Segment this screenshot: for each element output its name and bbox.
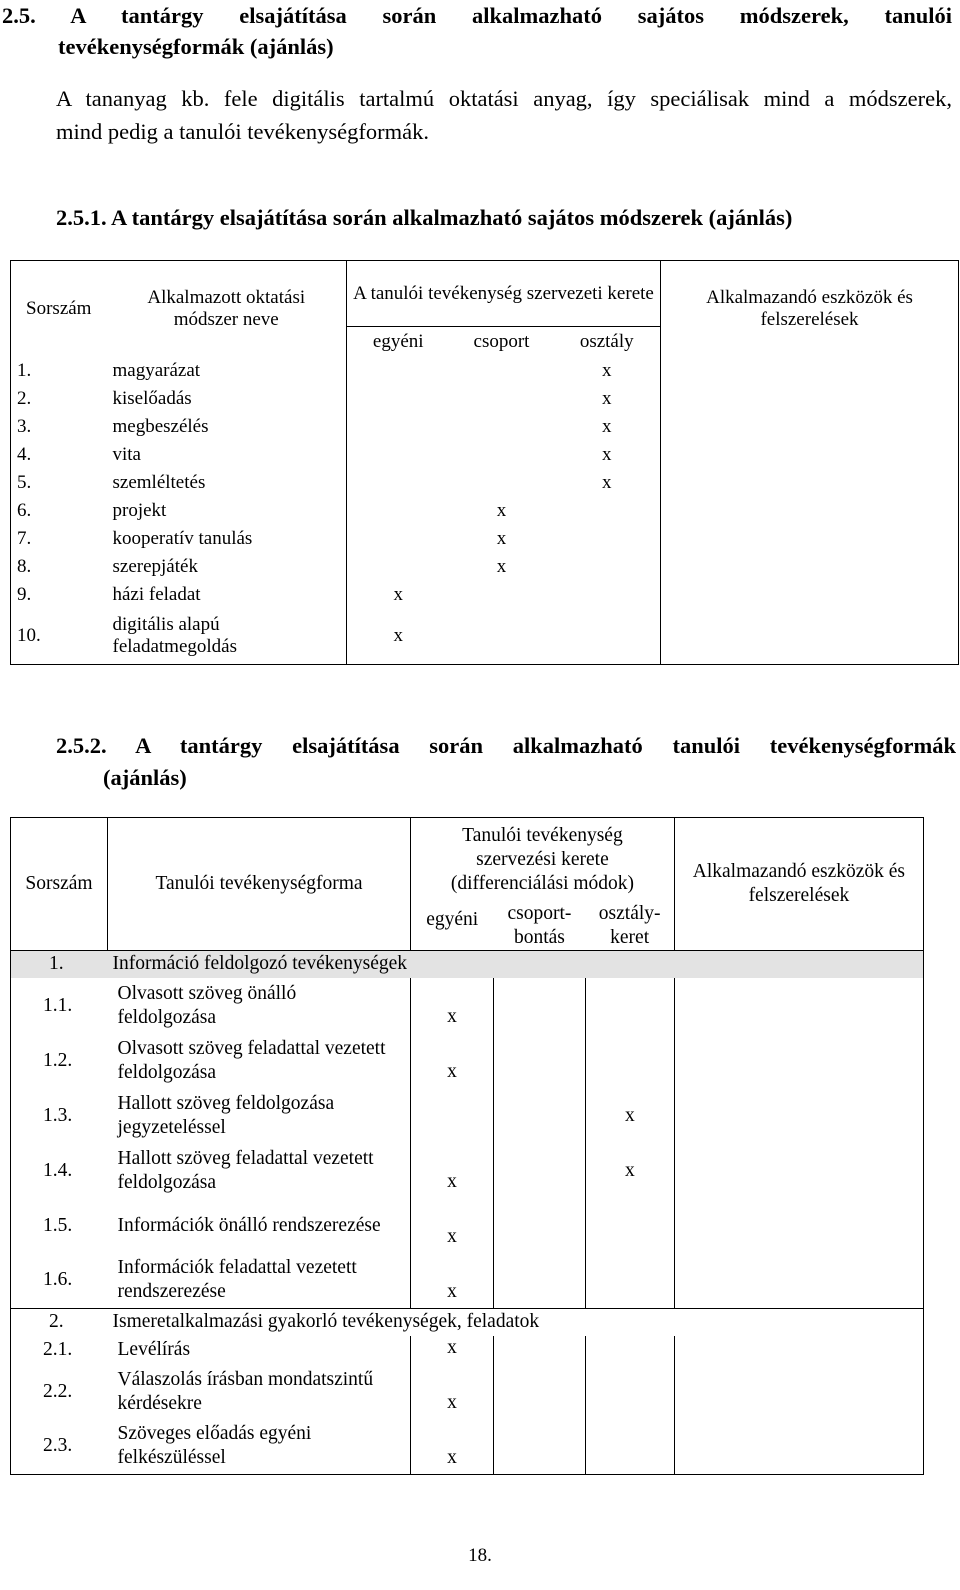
- t1-row-tools: [661, 525, 959, 553]
- t2-row-tools: [674, 1088, 923, 1143]
- t1-row-number: 4.: [11, 441, 107, 469]
- t2-row-csoport: [494, 1033, 586, 1088]
- t1-header-framework: A tanulói tevékenység szervezeti kerete: [347, 261, 661, 327]
- t1-header-csoport: csoport: [473, 330, 530, 352]
- t2-group-number: 1.: [11, 950, 108, 978]
- t2-row-number: 1.2.: [11, 1033, 108, 1088]
- t1-row-csoport: x: [496, 555, 507, 577]
- t2-row-number: 2.2.: [11, 1364, 108, 1419]
- t1-row-csoport: x: [496, 527, 507, 549]
- t1-row-csoport: [450, 441, 554, 469]
- t1-row-tools: [661, 385, 959, 413]
- t1-row-number: 9.: [11, 581, 107, 609]
- table-row: [11, 357, 959, 385]
- t1-row-tools: [661, 469, 959, 497]
- t1-row-egyeni: [347, 441, 450, 469]
- table-row: [11, 553, 959, 581]
- t1-row-osztaly: [554, 609, 661, 665]
- t2-row-tools: [674, 1336, 923, 1364]
- t2-row-form: Olvasott szöveg feladattal vezetett feldolgozása: [117, 1037, 386, 1083]
- t2-row-tools: [674, 1364, 923, 1419]
- table-row: [11, 1033, 924, 1088]
- t2-row-osztaly: [585, 1033, 674, 1088]
- t2-row-form: Szöveges előadás egyéni felkészüléssel: [108, 1419, 411, 1474]
- t2-row-csoport: [494, 1364, 586, 1419]
- t1-header-sorszam: Sorszám: [11, 261, 107, 357]
- table-row: [11, 978, 924, 1033]
- t1-row-egyeni: [347, 469, 450, 497]
- group-row: [11, 1308, 924, 1336]
- t2-group-tools: [674, 1308, 923, 1336]
- t1-row-number: 6.: [11, 497, 107, 525]
- t2-row-tools: [674, 1143, 923, 1198]
- intro-paragraph: [56, 82, 952, 148]
- t2-row-osztaly: [585, 1336, 674, 1364]
- t1-header-method: Alkalmazott oktatási módszer neve: [107, 261, 347, 357]
- t1-row-method: kiselőadás: [112, 387, 192, 409]
- t1-row-egyeni: [347, 553, 450, 581]
- t2-row-form: Információk önálló rendszerezése: [117, 1214, 381, 1236]
- t1-row-tools: [661, 609, 959, 665]
- t2-row-tools: [674, 1198, 923, 1253]
- activity-forms-table: [10, 817, 924, 1475]
- t1-row-number: 7.: [11, 525, 107, 553]
- section-title-line1: A tantárgy elsajátítása során alkalmazható sajátos módszerek, tanulói: [70, 3, 952, 28]
- t2-row-number: 2.3.: [11, 1419, 108, 1474]
- t1-row-csoport: [450, 581, 554, 609]
- t2-row-osztaly: [585, 1198, 674, 1253]
- t1-row-number: 8.: [11, 553, 107, 581]
- table-row: [11, 1419, 924, 1474]
- t1-header-tools: Alkalmazandó eszközök és felszerelések: [661, 261, 959, 357]
- table-row: [11, 581, 959, 609]
- t2-row-osztaly: [585, 978, 674, 1033]
- t1-row-tools: [661, 441, 959, 469]
- t2-row-egyeni: x: [411, 1253, 494, 1308]
- t2-row-form: Levélírás: [117, 1339, 191, 1360]
- t2-row-csoport: [494, 1088, 586, 1143]
- table-row: [11, 1336, 924, 1364]
- section-number: 2.5.: [2, 3, 36, 28]
- t2-row-form: Hallott szöveg feladattal vezetett feldolgozása: [117, 1147, 374, 1193]
- t2-row-csoport: [494, 1419, 586, 1474]
- t2-row-form: Hallott szöveg feldolgozása jegyzeteléssel: [117, 1092, 335, 1138]
- t1-header-osztaly: osztály: [554, 327, 661, 357]
- t1-row-tools: [661, 357, 959, 385]
- methods-table: [10, 260, 959, 665]
- t1-row-egyeni: [347, 525, 450, 553]
- t2-header-csoport: csoport-bontás: [507, 902, 572, 948]
- t2-row-egyeni: x: [411, 1419, 494, 1474]
- t2-header-form: Tanulói tevékenységforma: [108, 818, 411, 951]
- t1-row-method: digitális alapú feladatmegoldás: [107, 609, 347, 665]
- subsection1-title: 2.5.1. A tantárgy elsajátítása során alkalmazható sajátos módszerek (ajánlás): [56, 205, 793, 230]
- t1-row-osztaly: x: [554, 441, 661, 469]
- t1-row-method: kooperatív tanulás: [112, 527, 253, 549]
- t2-row-egyeni: x: [411, 978, 494, 1033]
- table-row: [11, 497, 959, 525]
- table-row: [11, 1198, 924, 1253]
- t2-row-form: Válaszolás írásban mondatszintű kérdésekre: [117, 1368, 374, 1414]
- t2-row-egyeni: x: [411, 1336, 494, 1364]
- subsection2-line1: 2.5.2. A tantárgy elsajátítása során alkalmazható tanulói tevékenységformák: [56, 733, 956, 758]
- t2-row-number: 2.1.: [11, 1336, 108, 1364]
- t2-row-osztaly: [585, 1364, 674, 1419]
- t2-row-osztaly: [585, 1419, 674, 1474]
- t2-header-egyeni: egyéni: [426, 908, 479, 930]
- table-row: [11, 1088, 924, 1143]
- section-heading-line1: [2, 0, 952, 31]
- t2-row-osztaly: [585, 1253, 674, 1308]
- t1-row-osztaly: x: [554, 413, 661, 441]
- t2-row-osztaly: x: [585, 1143, 674, 1198]
- table-row: [11, 609, 959, 665]
- table-row: [11, 1364, 924, 1419]
- t2-row-number: 1.1.: [11, 978, 108, 1033]
- t1-row-method: vita: [112, 443, 141, 465]
- table-row: [11, 525, 959, 553]
- group-row: [11, 950, 924, 978]
- t1-row-csoport: [450, 413, 554, 441]
- t2-row-number: 1.5.: [11, 1198, 108, 1253]
- t2-row-tools: [674, 978, 923, 1033]
- table-row: [11, 469, 959, 497]
- intro-line1: A tananyag kb. fele digitális tartalmú oktatási anyag, így speciálisak mind a módszerek,: [56, 86, 952, 111]
- t2-row-csoport: [494, 1336, 586, 1364]
- t2-row-egyeni: x: [411, 1198, 494, 1253]
- t2-row-egyeni: x: [411, 1033, 494, 1088]
- t1-row-method: magyarázat: [112, 359, 201, 381]
- page-number: 18.: [468, 1545, 492, 1566]
- t2-row-csoport: [494, 1253, 586, 1308]
- t2-header-osztaly: osztály-keret: [585, 902, 674, 951]
- t1-row-egyeni: [347, 385, 450, 413]
- t1-row-number: 2.: [11, 385, 107, 413]
- t1-row-osztaly: [554, 581, 661, 609]
- intro-line2: mind pedig a tanulói tevékenységformák.: [56, 119, 430, 144]
- t2-header-org: Tanulói tevékenység szervezési kerete (differenciálási módok): [411, 818, 675, 902]
- t1-row-egyeni: [347, 497, 450, 525]
- subsection2-line2: (ajánlás): [103, 765, 187, 790]
- table-row: [11, 441, 959, 469]
- t1-row-csoport: [450, 469, 554, 497]
- t1-row-method: házi feladat: [112, 583, 201, 605]
- t2-row-egyeni: x: [411, 1364, 494, 1419]
- table-row: [11, 385, 959, 413]
- t1-row-method: projekt: [112, 499, 167, 521]
- t1-row-number: 3.: [11, 413, 107, 441]
- t1-row-egyeni: [347, 413, 450, 441]
- t1-row-osztaly: [554, 553, 661, 581]
- t2-group-name: Információ feldolgozó tevékenységek: [108, 950, 675, 978]
- t2-row-csoport: [494, 1143, 586, 1198]
- t1-row-osztaly: [554, 497, 661, 525]
- t1-row-method: szemléltetés: [112, 471, 206, 493]
- t1-row-osztaly: x: [554, 357, 661, 385]
- t1-row-egyeni: x: [347, 609, 450, 665]
- t1-row-number: 10.: [11, 609, 107, 665]
- t1-row-tools: [661, 553, 959, 581]
- t2-row-egyeni: [411, 1088, 494, 1143]
- t2-row-osztaly: x: [585, 1088, 674, 1143]
- t1-row-tools: [661, 497, 959, 525]
- t1-row-egyeni: [347, 357, 450, 385]
- t1-row-osztaly: x: [554, 469, 661, 497]
- section-title-line2: tevékenységformák (ajánlás): [58, 34, 334, 59]
- t2-group-number: 2.: [11, 1308, 108, 1336]
- t2-row-csoport: [494, 1198, 586, 1253]
- t1-row-tools: [661, 413, 959, 441]
- t1-row-egyeni: x: [347, 581, 450, 609]
- table-row: [11, 413, 959, 441]
- t2-row-form: Olvasott szöveg önálló feldolgozása: [117, 982, 297, 1028]
- t1-header-egyeni: egyéni: [347, 327, 450, 357]
- t2-row-tools: [674, 1253, 923, 1308]
- t1-row-csoport: x: [496, 499, 507, 521]
- t2-row-form: Információk feladattal vezetett rendszerezése: [117, 1257, 357, 1303]
- subsection2-title: [56, 730, 956, 794]
- t1-row-csoport: [450, 385, 554, 413]
- t1-row-csoport: [450, 357, 554, 385]
- t1-row-csoport: [450, 609, 554, 665]
- t2-row-tools: [674, 1419, 923, 1474]
- t2-header-sorszam: Sorszám: [11, 818, 108, 951]
- t1-row-method: megbeszélés: [112, 415, 209, 437]
- t2-group-name: Ismeretalkalmazási gyakorló tevékenységek, feladatok: [108, 1308, 675, 1336]
- t1-row-osztaly: x: [554, 385, 661, 413]
- t2-row-number: 1.4.: [11, 1143, 108, 1198]
- t2-row-number: 1.6.: [11, 1253, 108, 1308]
- t1-row-number: 5.: [11, 469, 107, 497]
- t2-row-egyeni: x: [411, 1143, 494, 1198]
- t2-header-tools: Alkalmazandó eszközök és felszerelések: [674, 818, 923, 951]
- t1-row-tools: [661, 581, 959, 609]
- section-heading: [2, 0, 952, 62]
- t2-row-number: 1.3.: [11, 1088, 108, 1143]
- t2-row-csoport: [494, 978, 586, 1033]
- t1-row-method: szerepjáték: [112, 555, 198, 577]
- t1-row-number: 1.: [11, 357, 107, 385]
- t2-row-tools: [674, 1033, 923, 1088]
- table-row: [11, 1143, 924, 1198]
- t1-row-osztaly: [554, 525, 661, 553]
- t2-group-tools: [674, 950, 923, 978]
- table-row: [11, 1253, 924, 1308]
